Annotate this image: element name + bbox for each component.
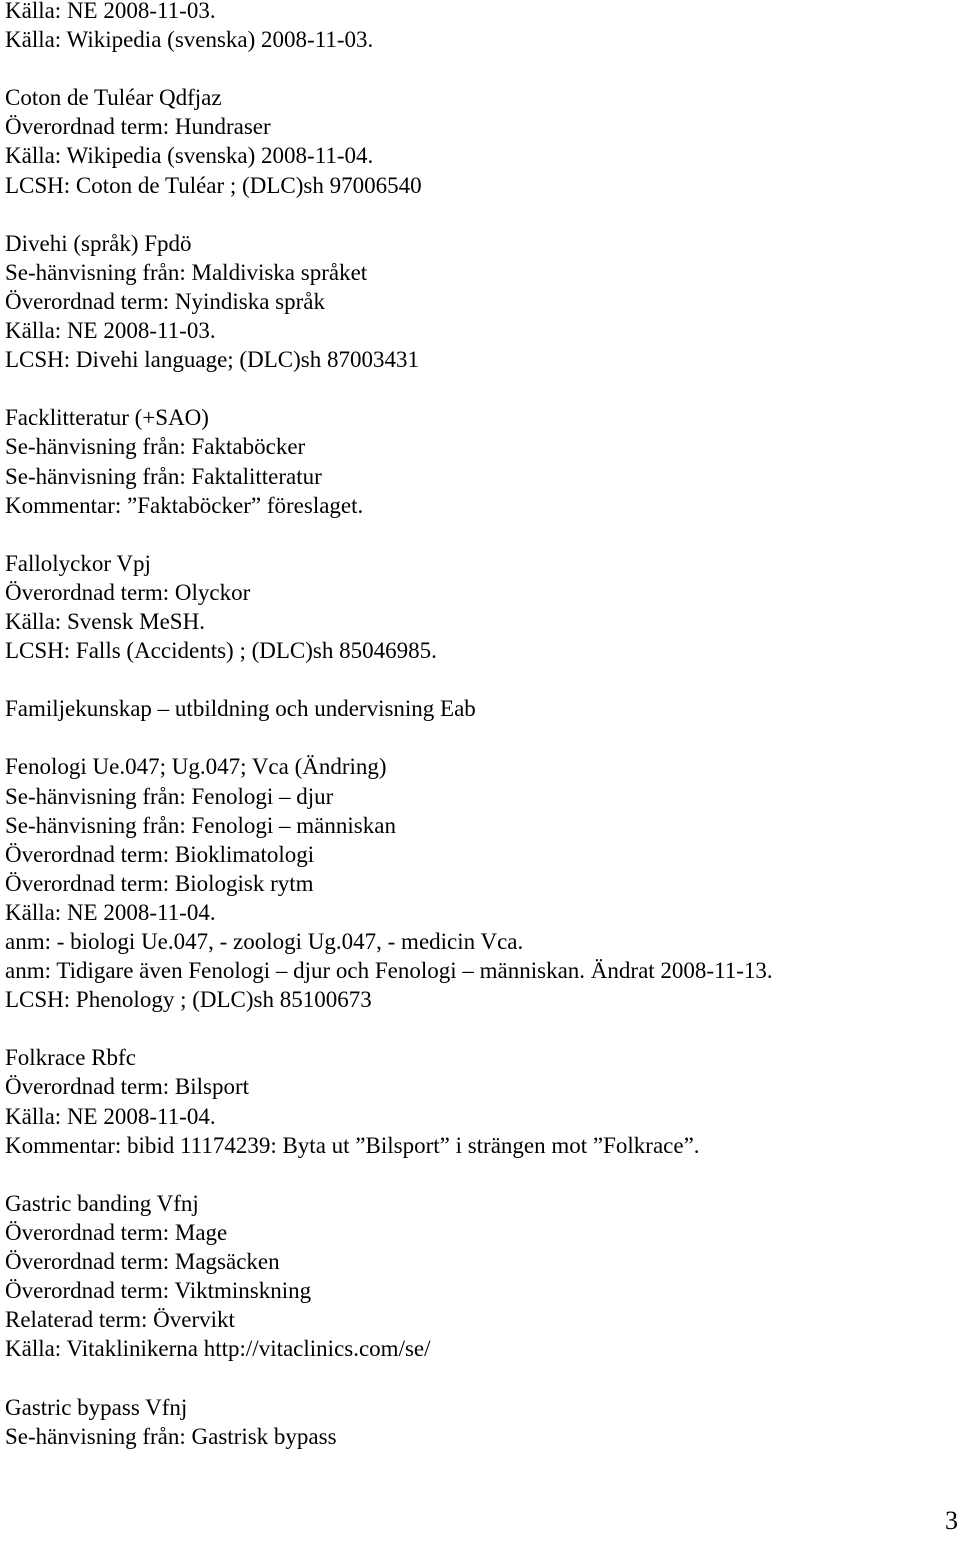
- text-line: Överordnad term: Viktminskning: [5, 1278, 312, 1304]
- text-line: Överordnad term: Bioklimatologi: [5, 841, 315, 867]
- text-line: Se-hänvisning från: Faktalitteratur: [5, 463, 322, 489]
- blank-line: [5, 1014, 945, 1043]
- text-line: Överordnad term: Nyindiska språk: [5, 288, 326, 314]
- text-line: Överordnad term: Hundraser: [5, 114, 271, 140]
- blank-line: [5, 200, 945, 229]
- blank-line: [5, 723, 945, 752]
- blank-line: [5, 374, 945, 403]
- blank-line: [5, 54, 945, 83]
- text-line: Överordnad term: Biologisk rytm: [5, 870, 314, 896]
- text-line: Facklitteratur (+SAO): [5, 405, 209, 431]
- text-line: Källa: NE 2008-11-03.: [5, 318, 216, 344]
- text-line: Källa: Wikipedia (svenska) 2008-11-03.: [5, 27, 374, 53]
- text-line: Familjekunskap – utbildning och undervisning Eab: [5, 696, 476, 722]
- text-line: Folkrace Rbfc: [5, 1045, 136, 1071]
- text-line: Fenologi Ue.047; Ug.047; Vca (Ändring): [5, 754, 387, 780]
- blank-line: [5, 665, 945, 694]
- text-line: LCSH: Divehi language; (DLC)sh 87003431: [5, 347, 419, 373]
- text-line: Kommentar: ”Faktaböcker” föreslaget.: [5, 492, 364, 518]
- text-line: Överordnad term: Mage: [5, 1219, 228, 1245]
- text-line: Överordnad term: Olyckor: [5, 579, 251, 605]
- text-line: Gastric banding Vfnj: [5, 1190, 199, 1216]
- text-line: anm: Tidigare även Fenologi – djur och Fenologi – människan. Ändrat 2008-11-13.: [5, 958, 773, 984]
- text-line: Se-hänvisning från: Maldiviska språket: [5, 259, 368, 285]
- text-line: anm: - biologi Ue.047, - zoologi Ug.047, - medicin Vca.: [5, 929, 524, 954]
- text-line: Källa: NE 2008-11-04.: [5, 1103, 216, 1129]
- page-number: 3: [945, 1506, 958, 1535]
- text-line: Se-hänvisning från: Gastrisk bypass: [5, 1423, 337, 1449]
- text-line: LCSH: Falls (Accidents) ; (DLC)sh 85046985.: [5, 638, 437, 664]
- text-line: Kommentar: bibid 11174239: Byta ut ”Bilsport” i strängen mot ”Folkrace”.: [5, 1132, 700, 1158]
- text-line: Se-hänvisning från: Faktaböcker: [5, 434, 306, 460]
- text-line: LCSH: Phenology ; (DLC)sh 85100673: [5, 987, 372, 1013]
- text-line: Överordnad term: Bilsport: [5, 1074, 250, 1100]
- text-line: Coton de Tuléar Qdfjaz: [5, 85, 222, 111]
- blank-line: [5, 520, 945, 549]
- text-line: Fallolyckor Vpj: [5, 550, 151, 576]
- text-line: Se-hänvisning från: Fenologi – människan: [5, 812, 396, 838]
- text-line: Källa: NE 2008-11-04.: [5, 899, 216, 925]
- text-lines: [5, 0, 945, 1451]
- text-line: Källa: NE 2008-11-03.: [5, 0, 216, 23]
- blank-line: [5, 1160, 945, 1189]
- text-line: Divehi (språk) Fpdö: [5, 230, 192, 256]
- text-line: Källa: Svensk MeSH.: [5, 608, 205, 634]
- text-line: Gastric bypass Vfnj: [5, 1394, 188, 1420]
- text-line: Källa: Vitaklinikerna http://vitaclinics.com/se/: [5, 1336, 431, 1362]
- text-line: Relaterad term: Övervikt: [5, 1307, 235, 1333]
- text-line: Källa: Wikipedia (svenska) 2008-11-04.: [5, 143, 374, 169]
- text-line: LCSH: Coton de Tuléar ; (DLC)sh 97006540: [5, 172, 422, 198]
- text-line: Överordnad term: Magsäcken: [5, 1249, 280, 1275]
- text-line: Se-hänvisning från: Fenologi – djur: [5, 783, 334, 809]
- blank-line: [5, 1363, 945, 1392]
